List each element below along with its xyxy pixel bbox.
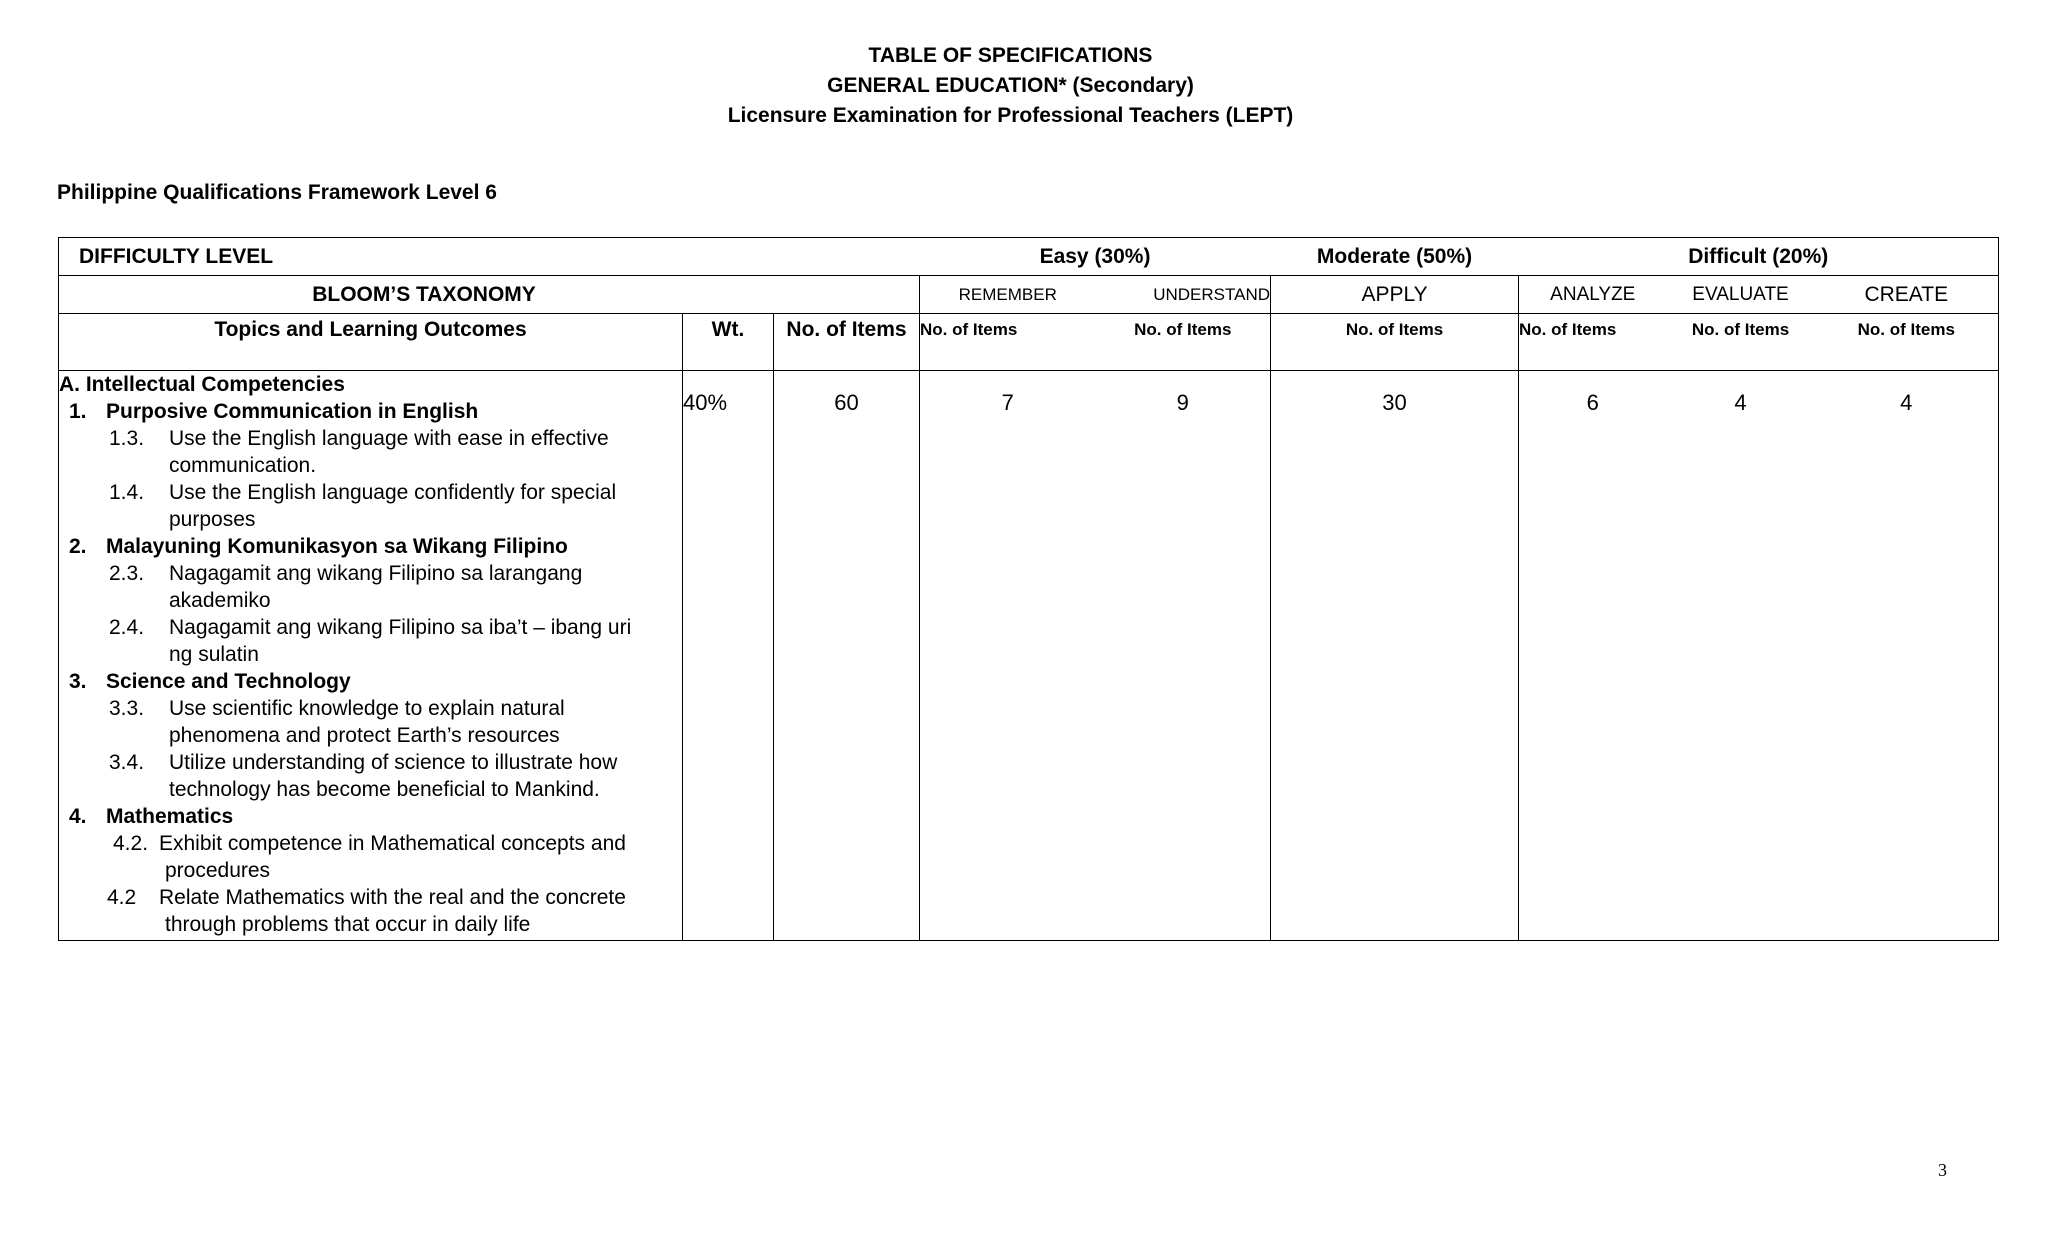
- weight-header: Wt.: [683, 314, 774, 371]
- outcome-continuation: technology has become beneficial to Mankind.: [169, 778, 600, 801]
- bloom-row: [59, 276, 1999, 314]
- analyze-value: 6: [1519, 371, 1667, 941]
- competency-row: [59, 371, 1999, 941]
- evaluate-items-header: No. of Items: [1667, 314, 1815, 371]
- understand-value: 9: [1096, 371, 1271, 941]
- apply-value: 30: [1271, 371, 1519, 941]
- outcome-item: 2.4. Nagagamit ang wikang Filipino sa iba’t – ibang uri: [109, 616, 632, 639]
- topic-heading: 3. Science and Technology: [69, 670, 351, 693]
- create-items-header: No. of Items: [1815, 314, 1999, 371]
- bloom-label: BLOOM’S TAXONOMY: [59, 276, 920, 314]
- outcome-item: 2.3. Nagagamit ang wikang Filipino sa larangang: [109, 562, 583, 585]
- evaluate-label: EVALUATE: [1667, 276, 1815, 314]
- outcome-continuation: purposes: [169, 508, 256, 531]
- document-header: [0, 41, 2021, 131]
- outcome-item: 3.3. Use scientific knowledge to explain natural: [109, 697, 565, 720]
- create-value: 4: [1815, 371, 1999, 941]
- framework-heading: Philippine Qualifications Framework Level 6: [57, 181, 497, 204]
- easy-label: Easy (30%): [920, 238, 1271, 276]
- specifications-table: [58, 237, 1999, 941]
- difficulty-label: DIFFICULTY LEVEL: [59, 238, 920, 276]
- topic-heading: 1. Purposive Communication in English: [69, 400, 479, 423]
- weight-value: 40%: [683, 371, 774, 941]
- outcome-continuation: phenomena and protect Earth’s resources: [169, 724, 560, 747]
- items-value: 60: [774, 371, 920, 941]
- outcome-continuation: communication.: [169, 454, 317, 477]
- apply-label: APPLY: [1271, 276, 1519, 314]
- remember-items-header: No. of Items: [920, 314, 1096, 371]
- remember-label: REMEMBER: [920, 276, 1096, 314]
- outcome-continuation: ng sulatin: [169, 643, 259, 666]
- topic-heading: 2. Malayuning Komunikasyon sa Wikang Filipino: [69, 535, 568, 558]
- doc-subtitle: GENERAL EDUCATION* (Secondary): [827, 74, 1194, 97]
- outcome-item: 3.4. Utilize understanding of science to illustrate how: [109, 751, 618, 774]
- outcome-item: 1.4. Use the English language confidently for special: [109, 481, 617, 504]
- outcome-continuation: through problems that occur in daily life: [165, 913, 531, 936]
- apply-items-header: No. of Items: [1271, 314, 1519, 371]
- difficulty-row: [59, 238, 1999, 276]
- topics-header: Topics and Learning Outcomes: [59, 314, 683, 371]
- outcome-item: 4.2 Relate Mathematics with the real and the concrete: [107, 886, 626, 909]
- evaluate-value: 4: [1667, 371, 1815, 941]
- outcome-item: 4.2. Exhibit competence in Mathematical concepts and: [113, 832, 626, 855]
- remember-value: 7: [920, 371, 1096, 941]
- analyze-label: ANALYZE: [1519, 276, 1667, 314]
- doc-exam-name: Licensure Examination for Professional Teachers (LEPT): [727, 104, 1294, 127]
- outcome-continuation: akademiko: [169, 589, 271, 612]
- outcome-item: 1.3. Use the English language with ease in effective: [109, 427, 609, 450]
- column-header-row: [59, 314, 1999, 371]
- topic-heading: 4. Mathematics: [69, 805, 234, 828]
- outcome-continuation: procedures: [165, 859, 271, 882]
- understand-label: UNDERSTAND: [1096, 276, 1271, 314]
- page-number: 3: [1938, 1160, 1947, 1180]
- topics-cell: [59, 371, 683, 941]
- moderate-label: Moderate (50%): [1271, 238, 1519, 276]
- doc-title: TABLE OF SPECIFICATIONS: [868, 44, 1153, 67]
- section-heading: A. Intellectual Competencies: [59, 373, 345, 396]
- items-header: No. of Items: [774, 314, 920, 371]
- difficult-label: Difficult (20%): [1519, 238, 1999, 276]
- create-label: CREATE: [1815, 276, 1999, 314]
- analyze-items-header: No. of Items: [1519, 314, 1667, 371]
- understand-items-header: No. of Items: [1096, 314, 1271, 371]
